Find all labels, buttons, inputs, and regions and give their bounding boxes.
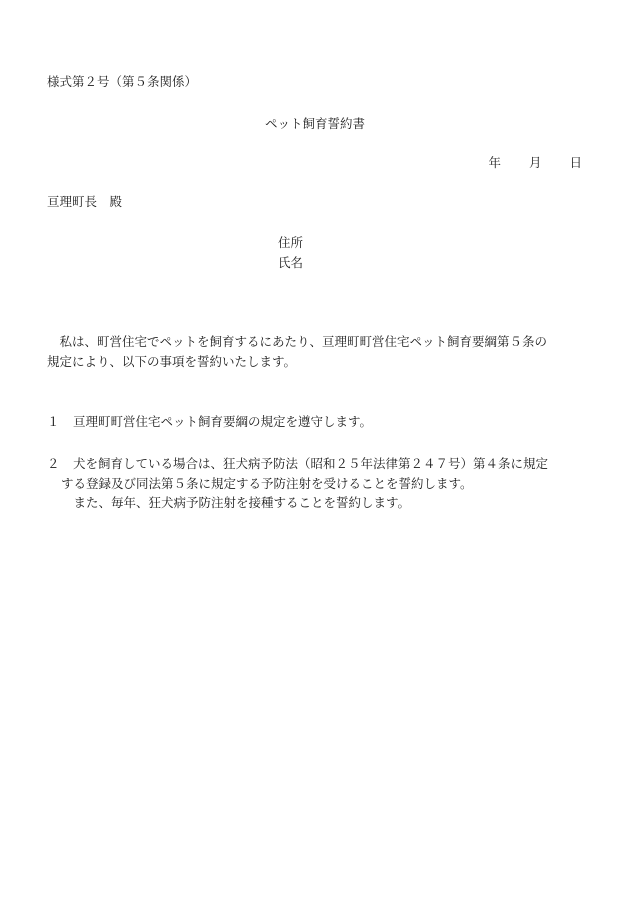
- addressee: 亘理町長 殿: [47, 194, 123, 209]
- pledge-item-2-line-1: [47, 456, 548, 472]
- pledge-item-1-number: １: [47, 414, 60, 429]
- intro-text-line-2: 規定により、以下の事項を誓約いたします。: [47, 354, 297, 369]
- document-title: ペット飼育誓約書: [264, 116, 365, 131]
- date-line: [488, 155, 582, 171]
- date-day-label: 日: [569, 155, 582, 170]
- pledge-item-2-text-1: 犬を飼育している場合は、狂犬病予防法（昭和２５年法律第２４７号）第４条に規定: [73, 456, 549, 471]
- form-number: 様式第２号（第５条関係）: [47, 74, 198, 89]
- name-label: 氏名: [278, 255, 304, 270]
- intro-text-line-1: 私は、町営住宅でペットを飼育するにあたり、亘理町町営住宅ペット飼育要綱第５条の: [47, 334, 548, 349]
- date-year-label: 年: [488, 155, 501, 170]
- pledge-item-1-text: 亘理町町営住宅ペット飼育要綱の規定を遵守します。: [73, 414, 373, 429]
- date-month-label: 月: [528, 155, 542, 170]
- address-label: 住所: [278, 235, 304, 250]
- pledge-item-2-line-2: する登録及び同法第５条に規定する予防注射を受けることを誓約します。: [61, 476, 473, 491]
- pledge-item-2-number: ２: [47, 456, 60, 471]
- pledge-item-2-line-3: また、毎年、狂犬病予防注射を接種することを誓約します。: [61, 495, 411, 510]
- pledge-item-1: [47, 414, 372, 430]
